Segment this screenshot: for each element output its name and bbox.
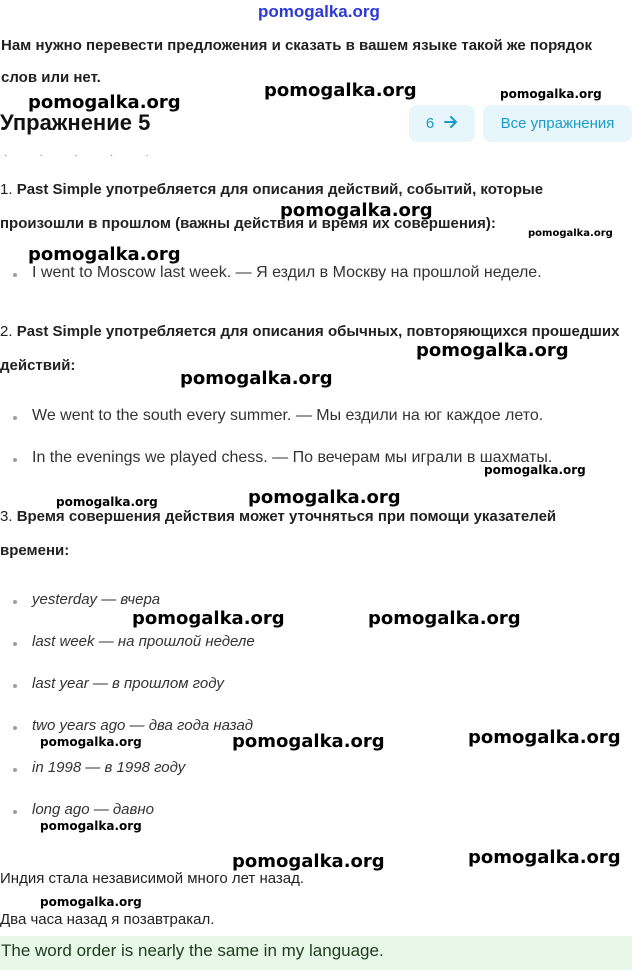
rule-3	[0, 500, 620, 568]
rule-text: Past Simple употребляется для описания действий, событий, которые произошли в прошлом (важны действия и время их совершения):	[0, 181, 544, 232]
rule-number: 3.	[0, 508, 13, 525]
watermark: pomogalka.org	[368, 608, 521, 629]
conclusion-box	[0, 936, 632, 970]
example-text: We went to the south every summer. — Мы ездили на юг каждое лето.	[32, 407, 544, 424]
watermark: pomogalka.org	[280, 200, 433, 221]
example-text: long ago — давно	[32, 801, 154, 818]
watermark: pomogalka.org	[468, 847, 621, 868]
watermark: pomogalka.org	[528, 228, 613, 239]
rule-number: 1.	[0, 181, 13, 198]
watermark: pomogalka.org	[232, 731, 385, 752]
example-text: two years ago — два года назад	[32, 717, 254, 734]
example-text: in 1998 — в 1998 году	[32, 759, 186, 776]
answer-line: Два часа назад я позавтракал.	[0, 911, 215, 928]
task-intro: Нам нужно перевести предложения и сказать в вашем языке такой же порядок слов или нет.	[1, 37, 592, 86]
example-text: last year — в прошлом году	[32, 675, 224, 692]
list-item	[16, 449, 552, 467]
exercise-title: Упражнение 5	[0, 110, 151, 135]
watermark: pomogalka.org	[132, 608, 285, 629]
watermark: pomogalka.org	[232, 851, 385, 872]
site-logo[interactable]: pomogalka.org	[258, 2, 380, 21]
example-text: I went to Moscow last week. — Я ездил в Москву на прошлой неделе.	[32, 264, 542, 281]
next-exercise-button[interactable]	[409, 105, 475, 142]
list-item	[16, 717, 253, 734]
rule-number: 2.	[0, 323, 13, 340]
watermark: pomogalka.org	[28, 244, 181, 265]
next-exercise-label: 6	[425, 115, 435, 132]
list-item	[16, 801, 154, 818]
watermark: pomogalka.org	[180, 368, 333, 389]
watermark: pomogalka.org	[40, 895, 142, 909]
watermark: pomogalka.org	[56, 495, 158, 509]
watermark: pomogalka.org	[40, 735, 142, 749]
list-item	[16, 675, 224, 692]
watermark: pomogalka.org	[416, 340, 569, 361]
watermark: pomogalka.org	[468, 727, 621, 748]
watermark: pomogalka.org	[28, 92, 181, 113]
answer-line: Индия стала независимой много лет назад.	[0, 870, 305, 887]
list-item	[16, 407, 543, 425]
example-text: In the evenings we played chess. — По вечерам мы играли в шахматы.	[32, 449, 553, 466]
watermark: pomogalka.org	[500, 87, 602, 101]
example-text: yesterday — вчера	[32, 591, 161, 608]
example-text: last week — на прошлой неделе	[32, 633, 255, 650]
watermark: pomogalka.org	[484, 463, 586, 477]
arrow-right-icon	[444, 115, 458, 132]
list-item	[16, 264, 542, 282]
all-exercises-button[interactable]: Все упражнения	[483, 105, 632, 142]
rule-text: Past Simple употребляется для описания обычных, повторяющихся прошедших действий:	[0, 323, 620, 374]
watermark: pomogalka.org	[264, 80, 417, 101]
watermark: pomogalka.org	[40, 819, 142, 833]
list-item	[16, 633, 255, 650]
conclusion-text: The word order is nearly the same in my language.	[1, 941, 384, 960]
list-item	[16, 759, 185, 776]
list-item	[16, 591, 160, 608]
rule-text: Время совершения действия может уточняться при помощи указателей времени:	[0, 508, 557, 559]
divider-dots: ·····	[4, 150, 181, 161]
watermark: pomogalka.org	[248, 487, 401, 508]
